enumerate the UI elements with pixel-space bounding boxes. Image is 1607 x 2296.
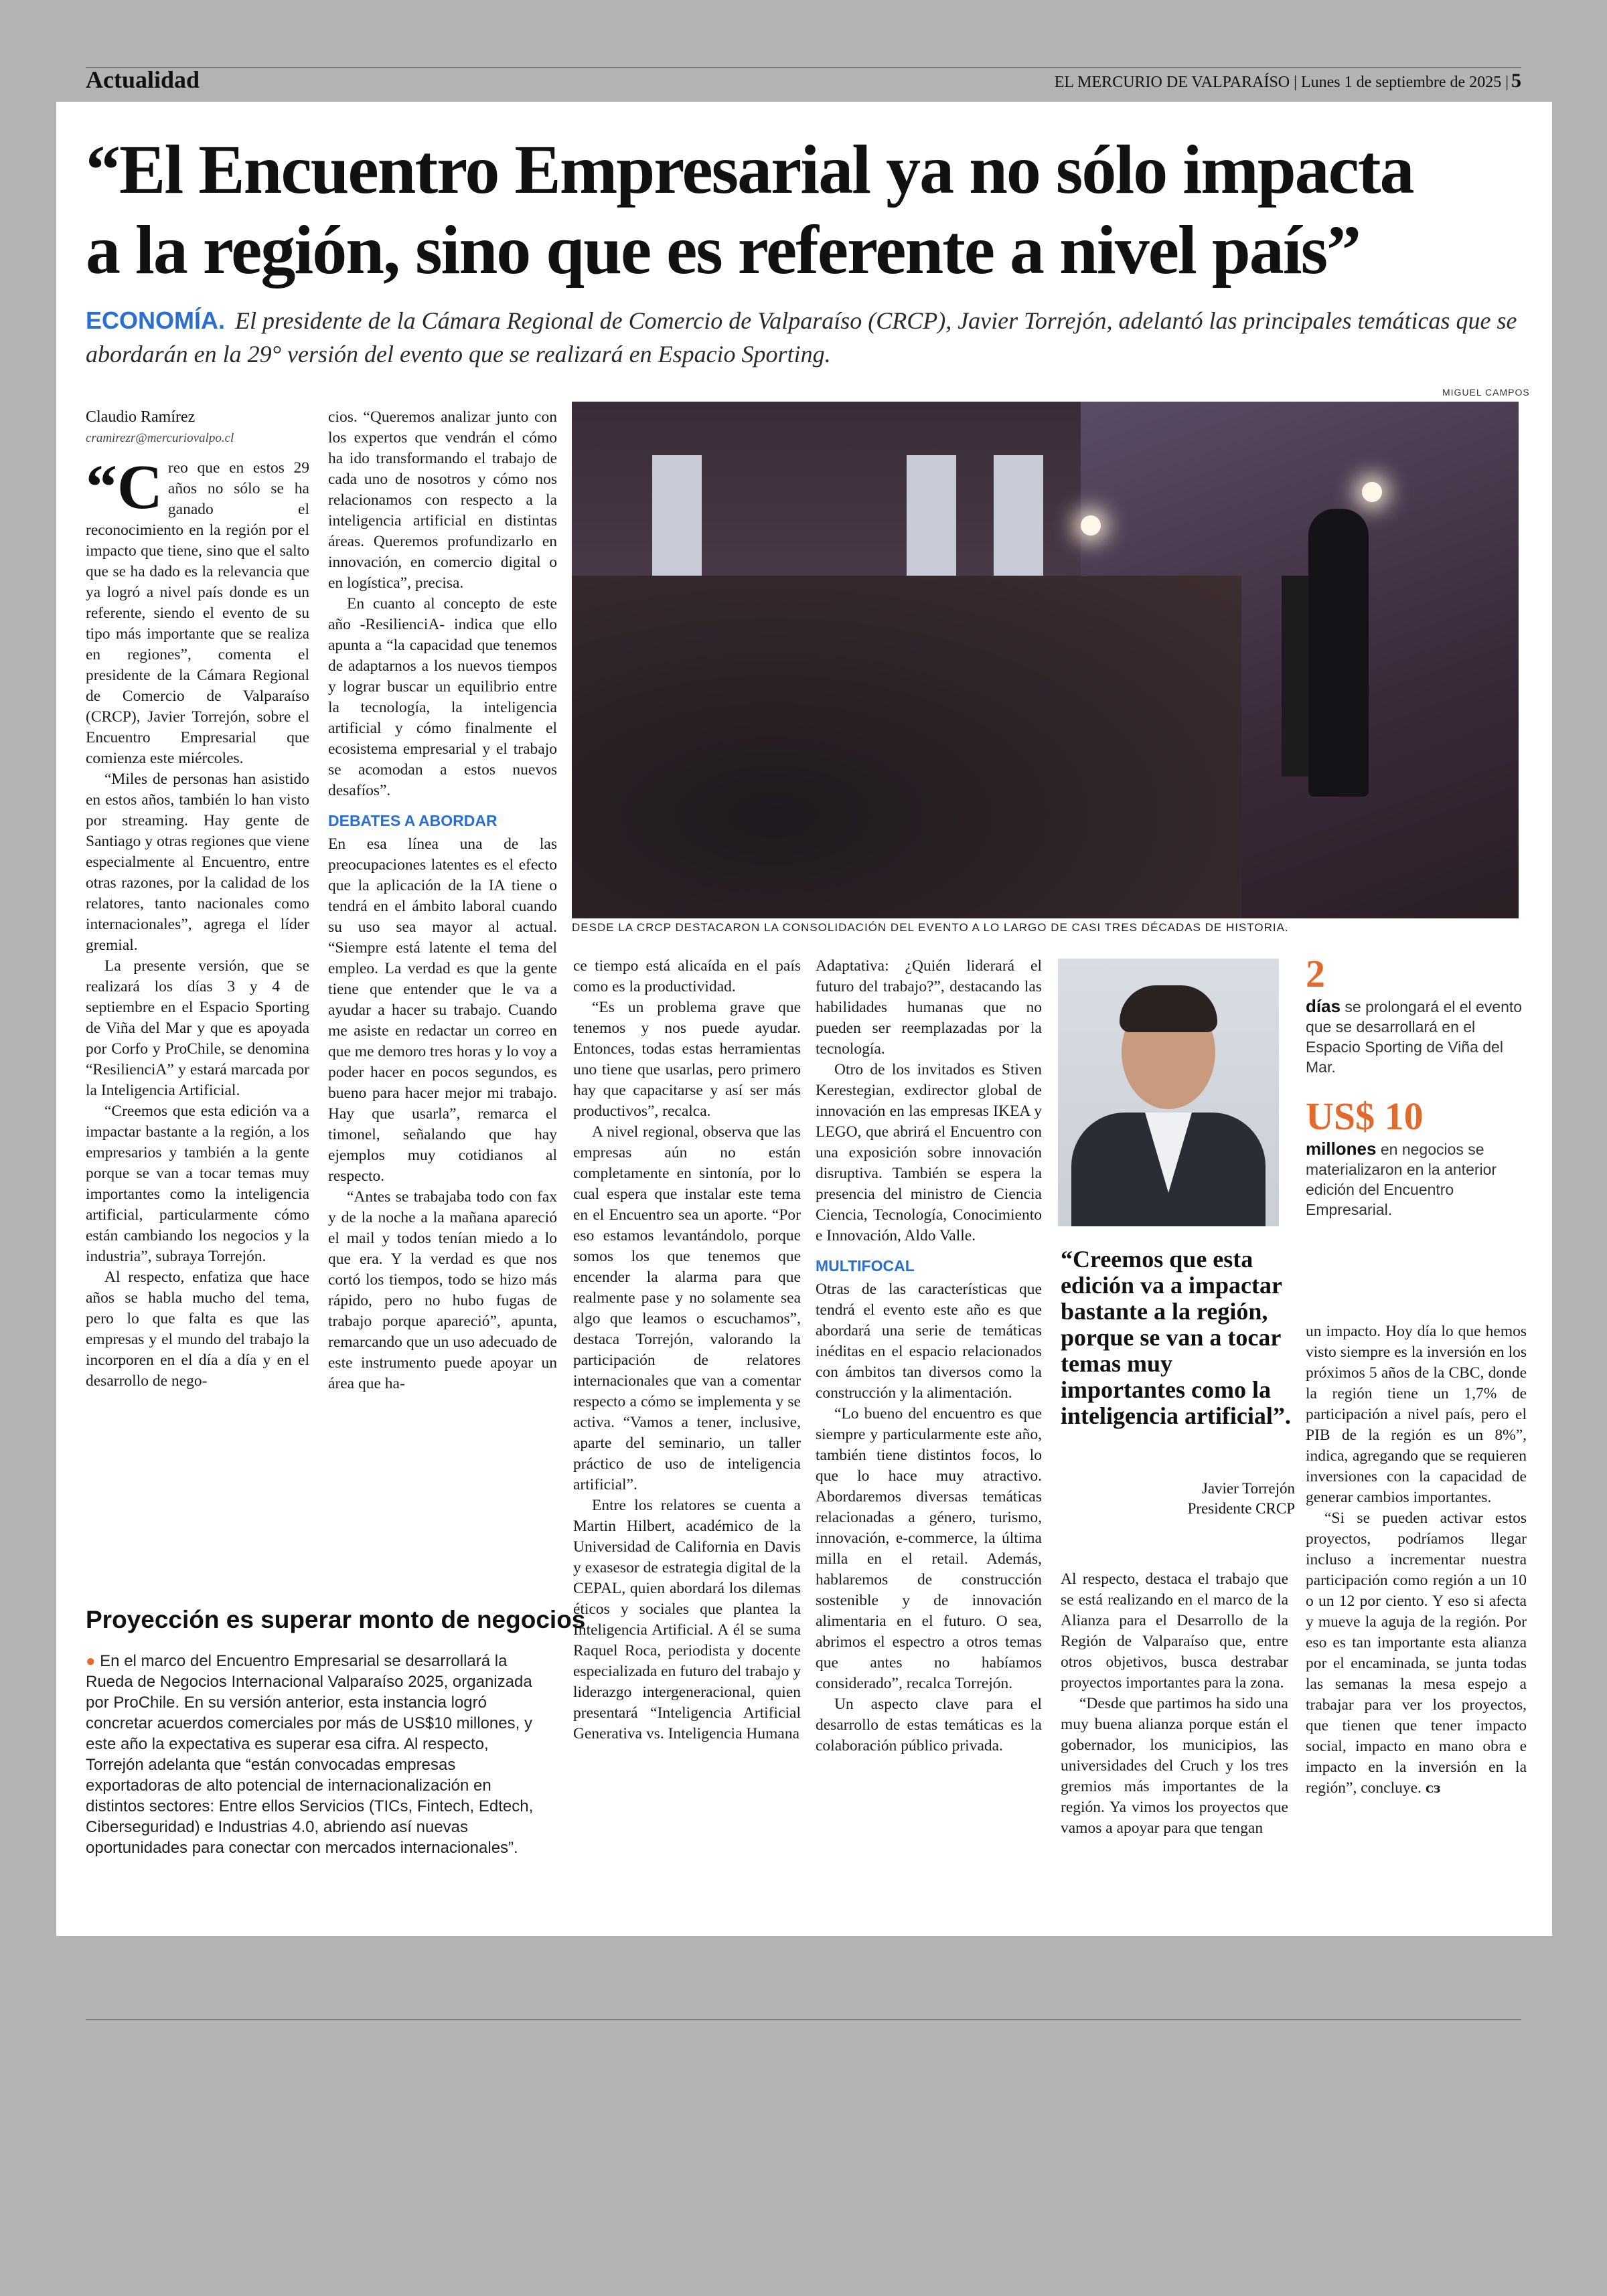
byline-email[interactable]: cramirezr@mercuriovalpo.cl (86, 431, 234, 445)
stat-1-text (1306, 996, 1527, 1077)
col6-p2-text: “Si se pueden activar estos proyectos, podríamos llegar incluso a incrementar nuestra participación como región a un 10 o un 12 por ciento. Y eso si afecta y mueve la aguja de la región. Por eso es tan importante esta alianza por el encaminada, se junta todas las semanas la mesa espejo a trabajar para ver los proyectos, que tienen que tener impacto social, impacto en mano obra e impacto en la inversión en la región”, concluye. (1306, 1509, 1527, 1797)
col2-p3: En esa línea una de las preocupaciones latentes es el efecto que la aplicación de la IA tiene o tendrá en el ámbito laboral cuando su uso sea mayor al actual. “Siempre está latente el tema del empleo. La verdad es que la gente tiene que entender que le va a ayudar a hacer su trabajo. Cuando me asiste en redactar un correo en que me demoro tres horas y lo voy a poder hacer en pocos segundos, es bueno para hacer mejor mi trabajo. Hay que usarla”, remarca el timonel, señalando que hay ejemplos muy cotidianos al respecto. (328, 835, 557, 1185)
column-2 (328, 407, 557, 1394)
col1-p3: La presente versión, que se realizará los días 3 y 4 de septiembre en el Espacio Sporting de Viña del Mar y que es apoyada por Corfo y ProChile, se denomina “ResilienciA” y estará marcada por la Inteligencia Artificial. (86, 957, 309, 1099)
col1-p1-text: reo que en estos 29 años no sólo se ha ganado el reconocimiento en la región por el impacto que tiene, sino que el salto que se ha dado es la relevancia que ya logró a nivel país donde es un referente, siendo el evento de su tipo más importante que se realiza en regiones”, comenta el presidente de la Cámara Regional de Comercio de Valparaíso (CRCP), Javier Torrejón, sobre el Encuentro Empresarial que comienza este miércoles. (86, 459, 309, 767)
col4-p2: Otro de los invitados es Stiven Kerestegian, exdirector global de innovación en las empresas IKEA y LEGO, que abrirá el Encuentro con una exposición sobre innovación disruptiva. También se espera la presencia del ministro de Ciencia Ciencia, Tecnología, Conocimiento e Innovación, Aldo Valle. (816, 1061, 1042, 1244)
col4-p1: Adaptativa: ¿Quién liderará el futuro del trabajo?”, destacando las habilidades humanas que no pueden ser reemplazadas por la tecnología. (816, 957, 1042, 1058)
section-label: Actualidad (86, 66, 200, 93)
box-title: Proyección es superar monto de negocios (86, 1606, 586, 1633)
photo-banner (652, 455, 702, 596)
dropcap: “C (86, 453, 163, 522)
deck (86, 304, 1539, 371)
stat-1-desc: se prolongará el el evento que se desarrollará en el Espacio Sporting de Viña del Mar. (1306, 998, 1523, 1076)
col5-p2: “Desde que partimos ha sido una muy buena alianza porque están el gobernador, los municipios, las universidades del Cruch y los tres gremios más importantes de la región. Ya vimos los proyectos que vamos a apoyar para que tengan (1061, 1695, 1288, 1837)
col6-p1: un impacto. Hoy día lo que hemos visto siempre es la inversión en los próximos 5 años de la CBC, donde la región tiene un 1,7% de participación a nivel país, pero el PIB de la región es un 8%”, indica, agregando que se requieren inversiones con la capacidad de generar cambios importantes. (1306, 1323, 1527, 1506)
photo-light (1362, 482, 1382, 502)
col4-p3: Otras de las características que tendrá el evento este año es que abordará una serie de temáticas inéditas en el espacio relacionados con ámbitos tan diversos como la construcción y la alimentación. (816, 1281, 1042, 1402)
col2-p2: En cuanto al concepto de este año -ResilienciA- indica que ello apunta a “la capacidad que tenemos de adaptarnos a los nuevos tiempos y lograr buscar un equilibrio entre la tecnología, la inteligencia artificial y cómo finalmente el ecosistema empresarial y el trabajo se acomodan a estos nuevos desafíos”. (328, 595, 557, 799)
deck-text: El presidente de la Cámara Regional de Comercio de Valparaíso (CRCP), Javier Torrejón, adelantó las principales temáticas que se abordarán en la 29° versión del evento que se realizará en Espacio Sporting. (86, 307, 1517, 367)
stat-2-desc: en negocios se materializaron en la anterior edición del Encuentro Empresarial. (1306, 1141, 1497, 1218)
photo-speaker (1308, 509, 1369, 797)
stat-2-text (1306, 1139, 1527, 1220)
photo-banner (907, 455, 956, 596)
photo-credit: MIGUEL CAMPOS (1442, 387, 1530, 398)
col3-p1: ce tiempo está alicaída en el país como es la productividad. (573, 957, 801, 995)
pull-quote: “Creemos que esta edición va a impactar bastante a la región, porque se van a tocar temas muy importantes como la inteligencia artificial”. (1061, 1246, 1291, 1429)
deck-kicker: ECONOMÍA. (86, 307, 226, 334)
byline-name: Claudio Ramírez (86, 408, 196, 426)
stat-1-number: 2 (1306, 952, 1325, 995)
subhead-debates: DEBATES A ABORDAR (328, 812, 498, 829)
stat-1-bold: días (1306, 996, 1341, 1016)
page-number: 5 (1511, 70, 1521, 92)
col6-p2 (1306, 1508, 1527, 1799)
column-1 (86, 407, 309, 1392)
photo-caption: DESDE LA CRCP DESTACARON LA CONSOLIDACIÓN DEL EVENTO A LO LARGO DE CASI TRES DÉCADAS DE HISTORIA. (572, 921, 1289, 934)
bullet-icon: ● (86, 1652, 96, 1670)
stat-2-number: US$ 10 (1306, 1094, 1424, 1138)
stats-box (1306, 952, 1527, 1220)
box-body: En el marco del Encuentro Empresarial se desarrollará la Rueda de Negocios Internacional Valparaíso 2025, organizada por ProChile. En su versión anterior, esta instancia logró concretar acuerdos comerciales por más de US$10 millones, y este año la expectativa es superar esa cifra. Al respecto, Torrejón adelanta que “están convocadas empresas exportadoras de alto potencial de internacionalización en distintos sectores: Entre ellos Servicios (TICs, Fintech, Edtech, Ciberseguridad) e Industrias 4.0, abriendo así nuevas oportunidades para conectar con mercados internacionales”. (86, 1652, 534, 1857)
col1-p1 (86, 453, 309, 769)
quote-role: Presidente CRCP (1187, 1500, 1295, 1517)
headline-line-1: “El Encuentro Empresarial ya no sólo impacta (86, 131, 1413, 208)
col2-p4: “Antes se trabajaba todo con fax y de la noche a la mañana apareció el mail y todos tenían miedo a lo que era. Y la verdad es que nos cortó los tiempos, todo se hizo más rápido, pero no hubo fugas de trabajo porque apareció”, apunta, remarcando que un uso adecuado de este instrumento puede apoyar un área que ha- (328, 1188, 557, 1392)
col4-p5: Un aspecto clave para el desarrollo de estas temáticas es la colaboración público privada. (816, 1696, 1042, 1754)
headline (86, 130, 1545, 291)
column-4 (816, 956, 1042, 1756)
column-6 (1306, 1321, 1527, 1799)
col2-p1: cios. “Queremos analizar junto con los expertos que vendrán el cómo ha ido transformando el trabajo de cada uno de nosotros y cómo nos relacionamos con respecto a la inteligencia artificial en distintas áreas. Queremos profundizarlo en innovación, en comercio digital o en logística”, precisa. (328, 408, 557, 592)
headline-line-2: a la región, sino que es referente a nivel país” (86, 212, 1361, 289)
event-photo (572, 402, 1519, 918)
photo-banner (994, 455, 1043, 596)
newspaper-page (56, 102, 1552, 1936)
col4-p4: “Lo bueno del encuentro es que siempre y particularmente este año, también tiene distintos focos, lo que lo hace muy atractivo. Abordaremos diversas temáticas relacionadas a género, turismo, innovación, e-commerce, la última milla en el retail. Además, hablaremos de construcción sostenible y de innovación alimentaria en el futuro. O sea, abrimos el espectro a otros temas que antes no habíamos considerado”, recalca Torrejón. (816, 1405, 1042, 1692)
col3-p4: Entre los relatores se cuenta a Martin Hilbert, académico de la Universidad de California en Davis y exasesor de estrategia digital de la CEPAL, quien abordará los dilemas éticos y sociales que plantea la Inteligencia Artificial. A él se suma Raquel Roca, periodista y docente especializada en futuro del trabajo y liderazgo intergeneracional, quien presentará “Inteligencia Artificial Generativa vs. Inteligencia Humana (573, 1497, 801, 1742)
col1-p4: “Creemos que esta edición va a impactar bastante a la región, a los empresarios y también a la gente porque se van a tocar temas muy importantes como la inteligencia artificial, particularmente cómo están cambiando los negocios y la industria”, subraya Torrejón. (86, 1102, 309, 1265)
photo-light (1081, 515, 1101, 536)
column-3 (573, 956, 801, 1744)
portrait-hair (1120, 985, 1217, 1032)
portrait-photo (1058, 959, 1279, 1226)
col3-p3: A nivel regional, observa que las empresas aún no están completamente en sintonía, por lo cual espera que instalar este tema en el Encuentro sea un aporte. “Por eso estamos levantándolo, porque somos los que tenemos que encender la alarma para que realmente pase y no solamente sea algo que leamos o escuchamos”, destaca Torrejón, valorando la participación de relatores internacionales que van a comentar respecto a cómo se implementa y se activa. “Vamos a tener, inclusive, aparte del seminario, un taller práctico de uso de inteligencia artificial”. (573, 1123, 801, 1493)
col1-p2: “Miles de personas han asistido en estos años, también lo han visto por streaming. Hay gente de Santiago y otras regiones que viene especialmente al Encuentro, entre otras razones, por la calidad de los relatores, tanto nacionales como internacionales”, agrega el líder gremial. (86, 770, 309, 954)
bottom-rule (86, 2019, 1521, 2020)
col5-p1: Al respecto, destaca el trabajo que se está realizando en el marco de la Alianza para el Desarrollo de la Región de Valparaíso que, entre otros objetivos, busca destrabar proyectos importantes para la zona. (1061, 1570, 1288, 1692)
masthead (1055, 70, 1521, 92)
stat-2-bold: millones (1306, 1139, 1377, 1159)
masthead-text: EL MERCURIO DE VALPARAÍSO | Lunes 1 de septiembre de 2025 | (1054, 74, 1509, 91)
quote-name: Javier Torrejón (1201, 1480, 1295, 1497)
col1-p5: Al respecto, enfatiza que hace años se habla mucho del tema, pero lo que falta es que las empresas y el mundo del trabajo la incorporen en el día a día y en el desarrollo de nego- (86, 1268, 309, 1390)
photo-audience (572, 576, 1241, 918)
col3-p2: “Es un problema grave que tenemos y nos puede ayudar. Entonces, todas estas herramientas uno tiene que usarlas, pero primero hay que capacitarse y así ser más productivos”, recalca. (573, 999, 801, 1120)
end-mark: ᴄɜ (1425, 1779, 1441, 1797)
pull-quote-attribution (1114, 1479, 1295, 1519)
page-header (86, 64, 1521, 96)
subhead-multifocal: MULTIFOCAL (816, 1257, 915, 1275)
box-text (86, 1651, 550, 1858)
column-5 (1061, 1569, 1288, 1839)
